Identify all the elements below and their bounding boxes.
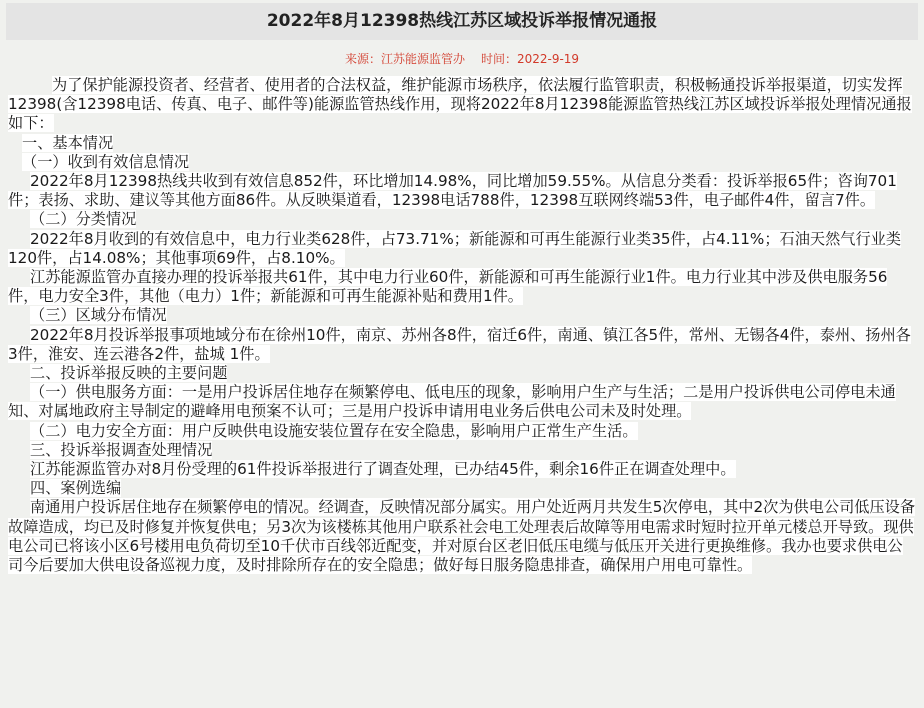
paragraph-direct-handling: 江苏能源监管办直接办理的投诉举报共61件，其中电力行业60件，新能源和可再生能源行业1件。电力行业其中涉及供电服务56件，电力安全3件，其他（电力）1件；新能源和可再生能源补贴和费用1件。 [8, 268, 888, 306]
paragraph-investigation: 江苏能源监管办对8月份受理的61件投诉举报进行了调查处理，已办结45件，剩余16件正在调查处理中。 [30, 460, 736, 479]
subsection-heading-region: （三）区域分布情况 [30, 306, 167, 325]
intro-paragraph: 为了保护能源投资者、经营者、使用者的合法权益，维护能源市场秩序，依法履行监管职责，积极畅通投诉举报渠道，切实发挥12398(含12398电话、传真、电子、邮件等)能源监管热线作用，现将2022年8月12398能源监管热线江苏区域投诉举报处理情况通报如下： [8, 76, 912, 133]
paragraph-received-info: 2022年8月12398热线共收到有效信息852件，环比增加14.98%，同比增加59.55%。从信息分类看：投诉举报65件；咨询701件；表扬、求助、建议等其他方面86件。从反映渠道看，12398电话788件，12398互联网终端53件，电子邮件4件，留言7件。 [8, 172, 897, 210]
publish-time: 时间：2022-9-19 [480, 52, 580, 66]
paragraph-power-safety: （二）电力安全方面：用户反映供电设施安装位置存在安全隐患，影响用户正常生产生活。 [30, 421, 638, 440]
article-meta [0, 50, 924, 68]
section-heading-cases: 四、案例选编 [30, 479, 122, 498]
section-heading-basic: 一、基本情况 [22, 133, 114, 152]
subsection-heading-received: （一）收到有效信息情况 [22, 152, 190, 171]
subsection-heading-classification: （二）分类情况 [30, 210, 137, 229]
paragraph-classification: 2022年8月收到的有效信息中，电力行业类628件，占73.71%；新能源和可再生能源行业类35件，占4.11%；石油天然气行业类120件，占14.08%；其他事项69件，占8.10%。 [8, 229, 902, 267]
article-body [8, 76, 916, 575]
section-heading-issues: 二、投诉举报反映的主要问题 [30, 364, 228, 383]
paragraph-power-service: （一）供电服务方面：一是用户投诉居住地存在频繁停电、低电压的现象，影响用户生产与生活；二是用户投诉供电公司停电未通知、对属地政府主导制定的避峰用电预案不认可；三是用户投诉申请用电业务后供电公司未及时处理。 [8, 383, 896, 421]
source-label: 来源：江苏能源监管办 [344, 52, 465, 66]
section-heading-investigation: 三、投诉举报调查处理情况 [30, 440, 213, 459]
page-title: 2022年8月12398热线江苏区域投诉举报情况通报 [6, 3, 918, 40]
paragraph-region: 2022年8月投诉举报事项地域分布在徐州10件，南京、苏州各8件，宿迁6件，南通、镇江各5件，常州、无锡各4件，泰州、扬州各3件，淮安、连云港各2件，盐城 1件。 [8, 325, 911, 363]
paragraph-case-example: 南通用户投诉居住地存在频繁停电的情况。经调查，反映情况部分属实。用户处近两月共发生5次停电，其中2次为供电公司低压设备故障造成，均已及时修复并恢复供电；另3次为该楼栋其他用户联系社会电工处理表后故障等用电需求时短时拉开单元楼总开导致。现供电公司已将该小区6号楼用电负荷切至10千伏市百线邻近配变，并对原台区老旧低压电缆与低压开关进行更换维修。我办也要求供电公司今后要加大供电设备巡视力度，及时排除所存在的安全隐患；做好每日服务隐患排查，确保用户用电可靠性。 [8, 498, 916, 575]
